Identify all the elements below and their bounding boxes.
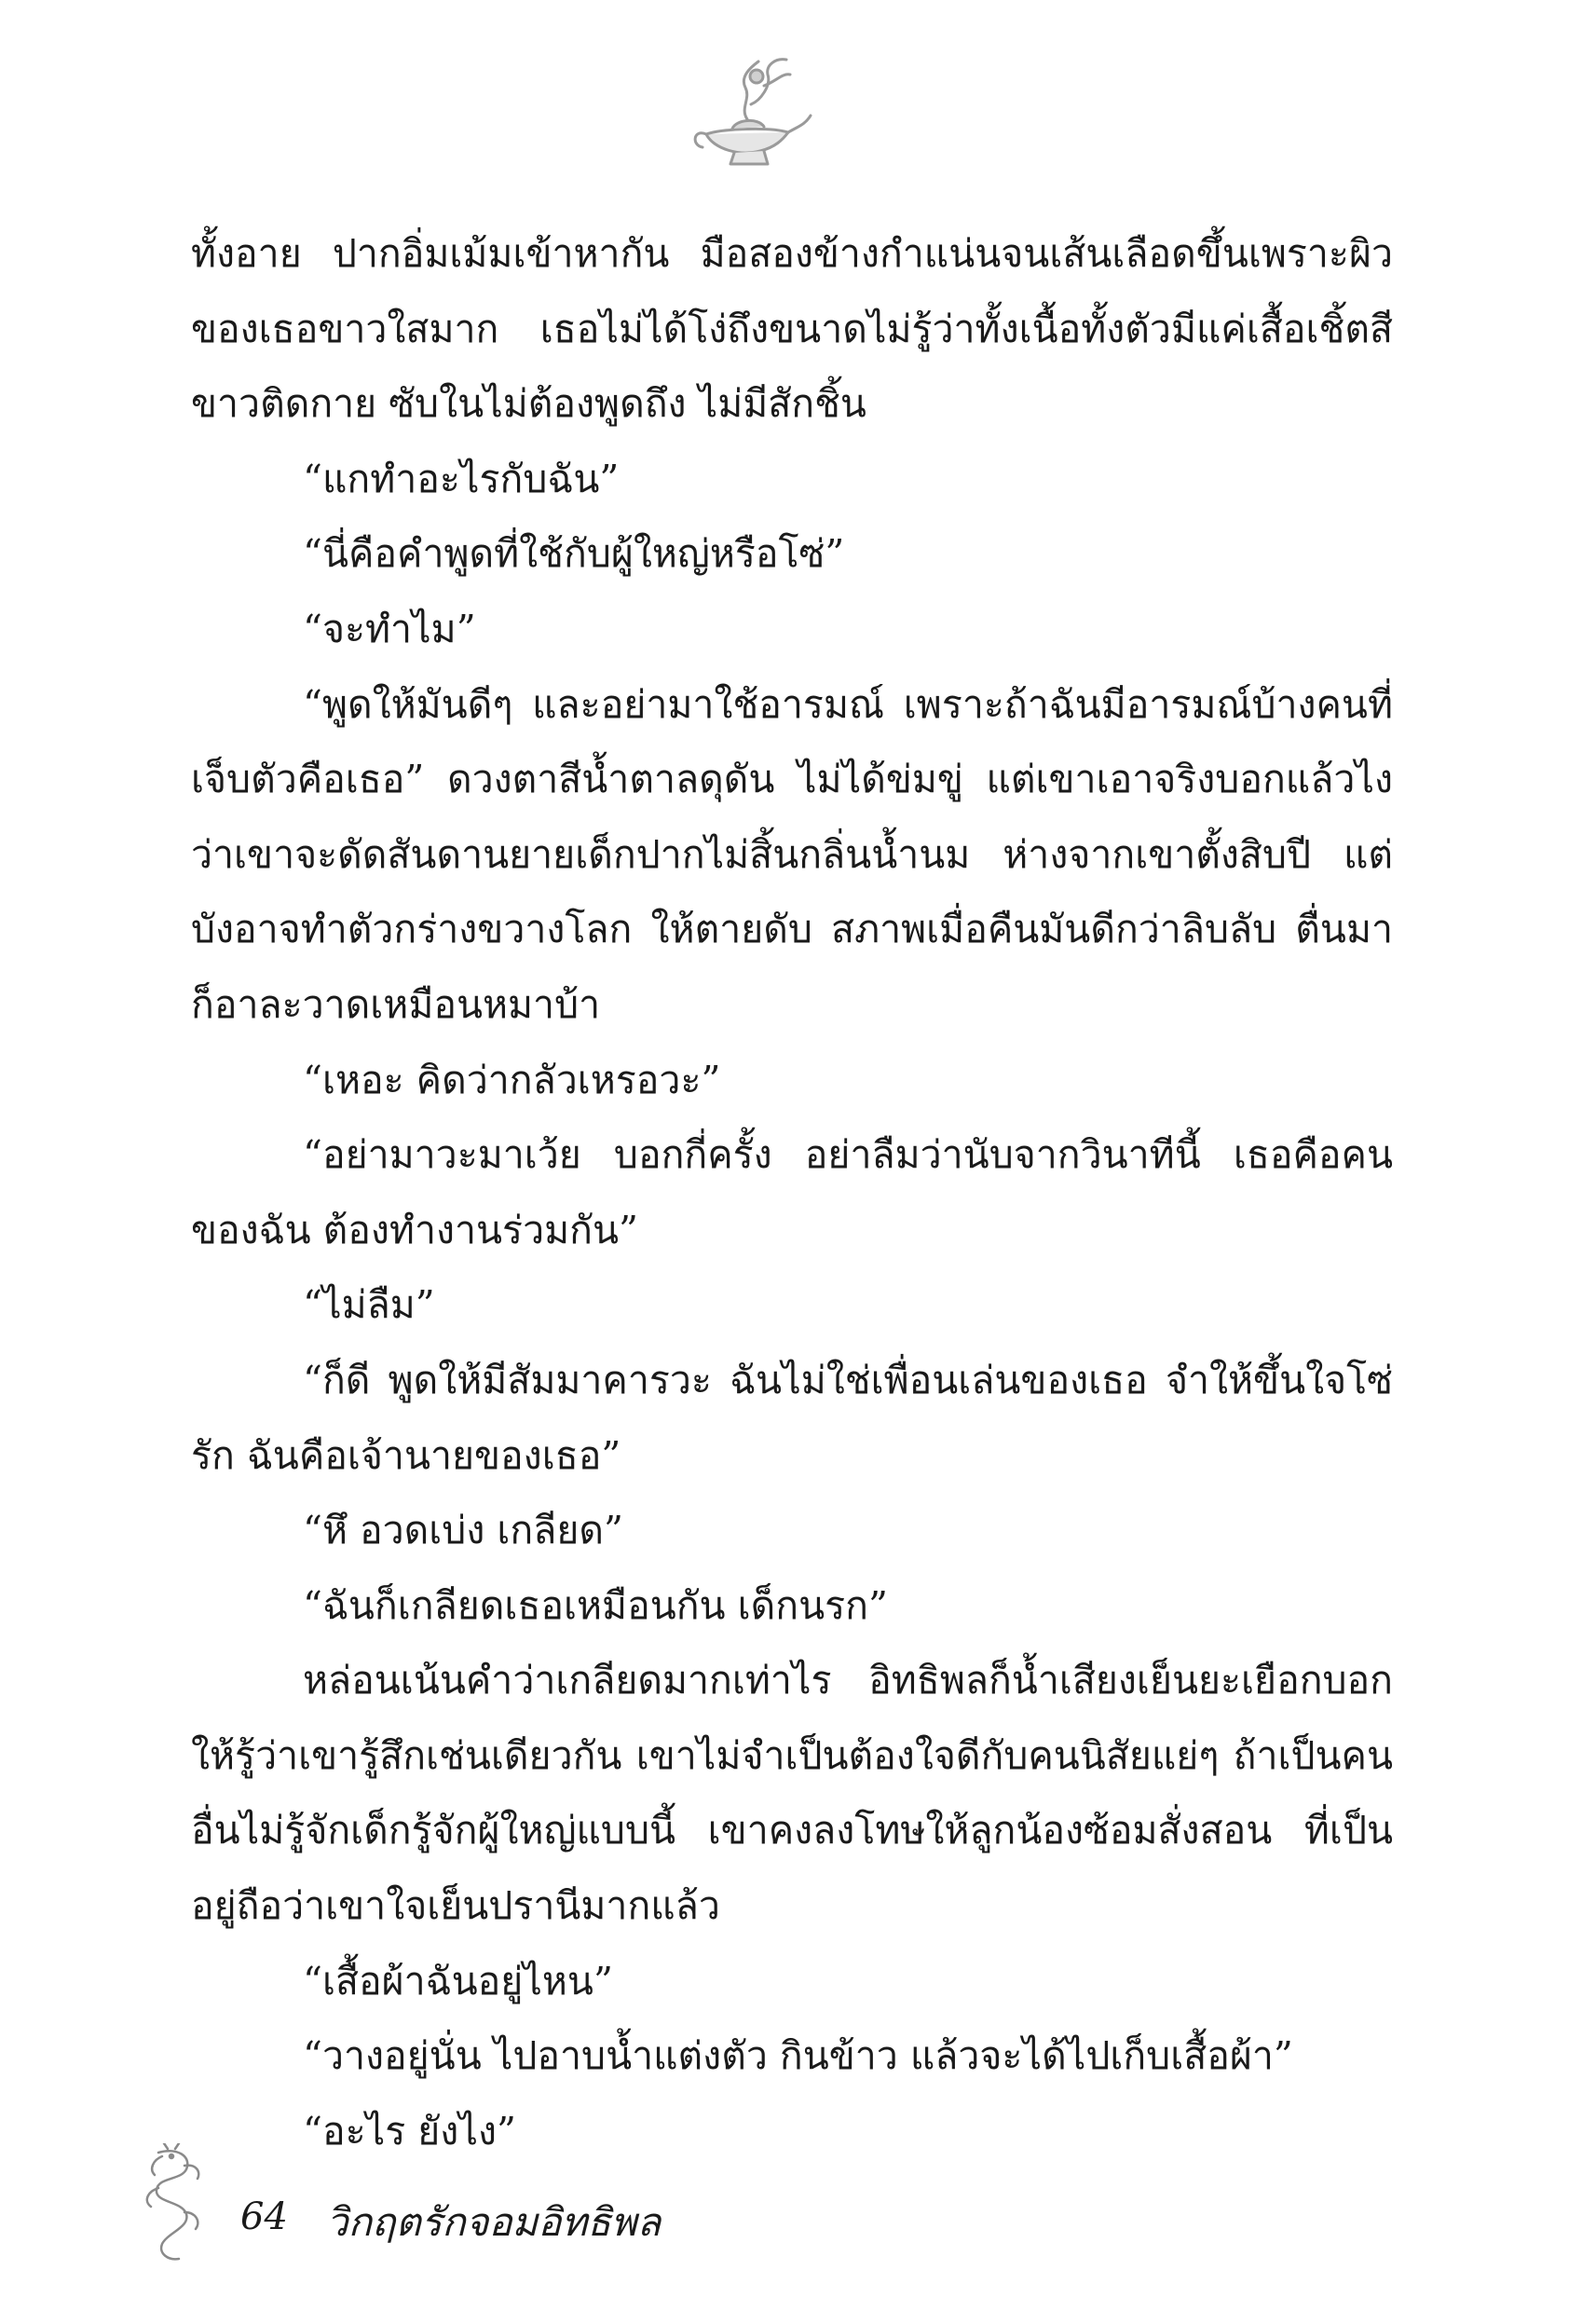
paragraph: “วางอยู่นั่น ไปอาบน้ำแต่งตัว กินข้าว แล้วจะได้ไปเก็บเสื้อผ้า” [303, 2033, 1293, 2079]
page-number: 64 [240, 2195, 288, 2238]
paragraph: “นี่คือคำพูดที่ใช้กับผู้ใหญ่หรือโซ่” [303, 531, 845, 577]
paragraph: “ฉันก็เกลียดเธอเหมือนกัน เด็กนรก” [303, 1582, 888, 1628]
paragraph: “อะไร ยังไง” [303, 2108, 516, 2154]
body-text [191, 216, 1393, 2168]
paragraph: “พูดให้มันดีๆ และอย่ามาใช้อารมณ์ เพราะถ้าฉันมีอารมณ์บ้างคนที่เจ็บตัวคือเธอ” ดวงตาสีน้ำตาลดุดัน ไม่ได้ข่มขู่ แต่เขาเอาจริงบอกแล้วไงว่าเขาจะดัดสันดานยายเด็กปากไม่สิ้นกลิ่นน้ำนม ห่างจากเขาตั้งสิบปี แต่บังอาจทำตัวกร่างขวางโลก ให้ตายดับ สภาพเมื่อคืนมันดีกว่าลิบลับ ตื่นมาก็อาละวาดเหมือนหมาบ้า [191, 681, 1393, 1027]
paragraph: “เสื้อผ้าฉันอยู่ไหน” [303, 1958, 613, 2003]
genie-lamp-icon [686, 48, 816, 170]
paragraph: “ก็ดี พูดให้มีสัมมาคารวะ ฉันไม่ใช่เพื่อนเล่นของเธอ จำให้ขึ้นใจโซ่รัก ฉันคือเจ้านายของเธอ” [191, 1357, 1393, 1478]
paragraph: “หึ อวดเบ่ง เกลียด” [303, 1508, 623, 1553]
page-footer [130, 2143, 783, 2274]
paragraph: “แกทำอะไรกับฉัน” [303, 456, 620, 501]
paragraph: “เหอะ คิดว่ากลัวเหรอวะ” [303, 1057, 721, 1102]
paragraph: หล่อนเน้นคำว่าเกลียดมากเท่าไร อิทธิพลก็น้ำเสียงเย็นยะเยือกบอกให้รู้ว่าเขารู้สึกเช่นเดียวกัน เขาไม่จำเป็นต้องใจดีกับคนนิสัยแย่ๆ ถ้าเป็นคนอื่นไม่รู้จักเด็กรู้จักผู้ใหญ่แบบนี้ เขาคงลงโทษให้ลูกน้องซ้อมสั่งสอน ที่เป็นอยู่ถือว่าเขาใจเย็นปรานีมากแล้ว [191, 1658, 1393, 1929]
paragraph: “อย่ามาวะมาเว้ย บอกกี่ครั้ง อย่าลืมว่านับจากวินาทีนี้ เธอคือคนของฉัน ต้องทำงานร่วมกัน” [191, 1132, 1393, 1252]
paragraph: “ไม่ลืม” [303, 1282, 435, 1328]
paragraph: “จะทำไม” [303, 606, 476, 651]
dragon-icon [130, 2143, 214, 2264]
paragraph: ทั้งอาย ปากอิ่มเม้มเข้าหากัน มือสองข้างกำแน่นจนเส้นเลือดขึ้นเพราะผิวของเธอขาวใสมาก เธอไม่ได้โง่ถึงขนาดไม่รู้ว่าทั้งเนื้อทั้งตัวมีแค่เสื้อเชิ้ตสีขาวติดกาย ซับในไม่ต้องพูดถึง ไม่มีสักชิ้น [191, 231, 1393, 427]
running-title: วิกฤตรักจอมอิทธิพล [326, 2199, 662, 2245]
